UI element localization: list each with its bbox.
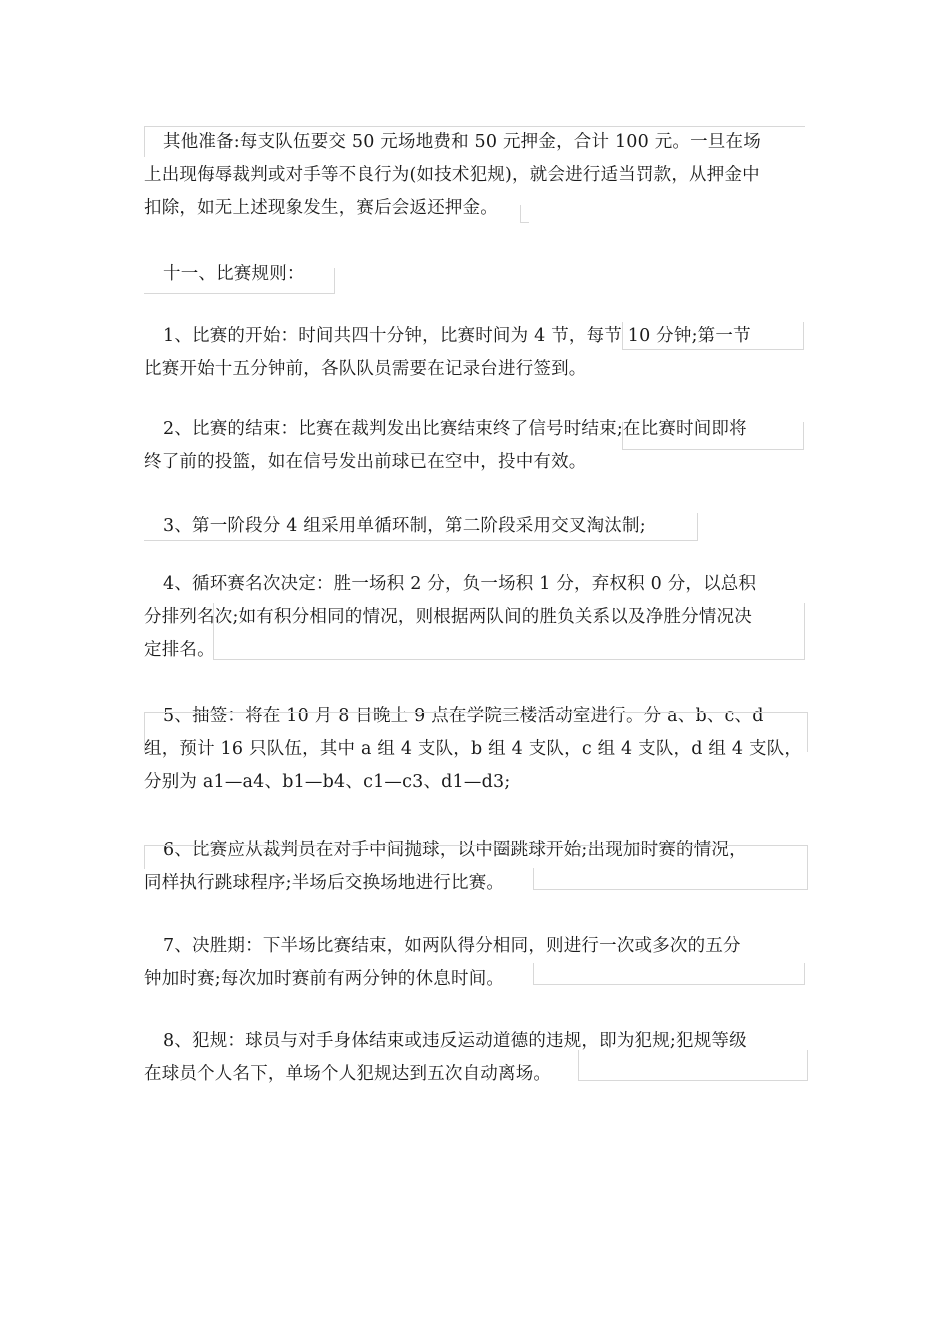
- paragraph-rule-6: [144, 834, 809, 900]
- text-line: 组，预计 16 只队伍，其中 a 组 4 支队，b 组 4 支队，c 组 4 支队，d 组 4 支队，: [144, 739, 803, 759]
- text-line: 1、比赛的开始：时间共四十分钟，比赛时间为 4 节，每节 10 分钟;第一节: [163, 326, 751, 346]
- paragraph-other-preparations: [144, 126, 809, 225]
- text-line: 钟加时赛;每次加时赛前有两分钟的休息时间。: [144, 969, 505, 989]
- text-line: 3、第一阶段分 4 组采用单循环制，第二阶段采用交叉淘汰制;: [163, 516, 646, 536]
- text-line: 定排名。: [144, 640, 215, 660]
- text-line: 其他准备:每支队伍要交 50 元场地费和 50 元押金，合计 100 元。一旦在场: [163, 132, 761, 152]
- text-line: 在球员个人名下，单场个人犯规达到五次自动离场。: [144, 1064, 552, 1084]
- text-line: 6、比赛应从裁判员在对手中间抛球，以中圈跳球开始;出现加时赛的情况，: [163, 840, 747, 860]
- section-heading: [144, 258, 809, 291]
- text-line: 终了前的投篮，如在信号发出前球已在空中，投中有效。: [144, 452, 587, 472]
- paragraph-rule-7: [144, 930, 809, 996]
- paragraph-rule-1: [144, 320, 809, 386]
- text-line: 7、决胜期：下半场比赛结束，如两队得分相同，则进行一次或多次的五分: [163, 936, 741, 956]
- text-line: 分排列名次;如有积分相同的情况，则根据两队间的胜负关系以及净胜分情况决: [144, 607, 752, 627]
- text-line: 2、比赛的结束：比赛在裁判发出比赛结束终了信号时结束;在比赛时间即将: [163, 419, 747, 439]
- paragraph-rule-3: [144, 510, 809, 543]
- text-line: 5、抽签：将在 10 月 8 日晚上 9 点在学院三楼活动室进行。分 a、b、c、d: [163, 706, 764, 726]
- text-line: 分别为 a1—a4、b1—b4、c1—c3、d1—d3;: [144, 772, 511, 792]
- text-line: 4、循环赛名次决定：胜一场积 2 分，负一场积 1 分，弃权积 0 分，以总积: [163, 574, 757, 594]
- text-line: 比赛开始十五分钟前，各队队员需要在记录台进行签到。: [144, 359, 587, 379]
- paragraph-rule-2: [144, 413, 809, 479]
- text-line: 同样执行跳球程序;半场后交换场地进行比赛。: [144, 873, 505, 893]
- text-line: 扣除，如无上述现象发生，赛后会返还押金。: [144, 198, 498, 218]
- paragraph-rule-8: [144, 1025, 809, 1091]
- text-line: 十一、比赛规则：: [163, 264, 305, 284]
- text-line: 8、犯规：球员与对手身体结束或违反运动道德的违规，即为犯规;犯规等级: [163, 1031, 747, 1051]
- paragraph-rule-5: [144, 700, 809, 799]
- paragraph-rule-4: [144, 568, 809, 667]
- text-line: 上出现侮辱裁判或对手等不良行为(如技术犯规)，就会进行适当罚款，从押金中: [144, 165, 760, 185]
